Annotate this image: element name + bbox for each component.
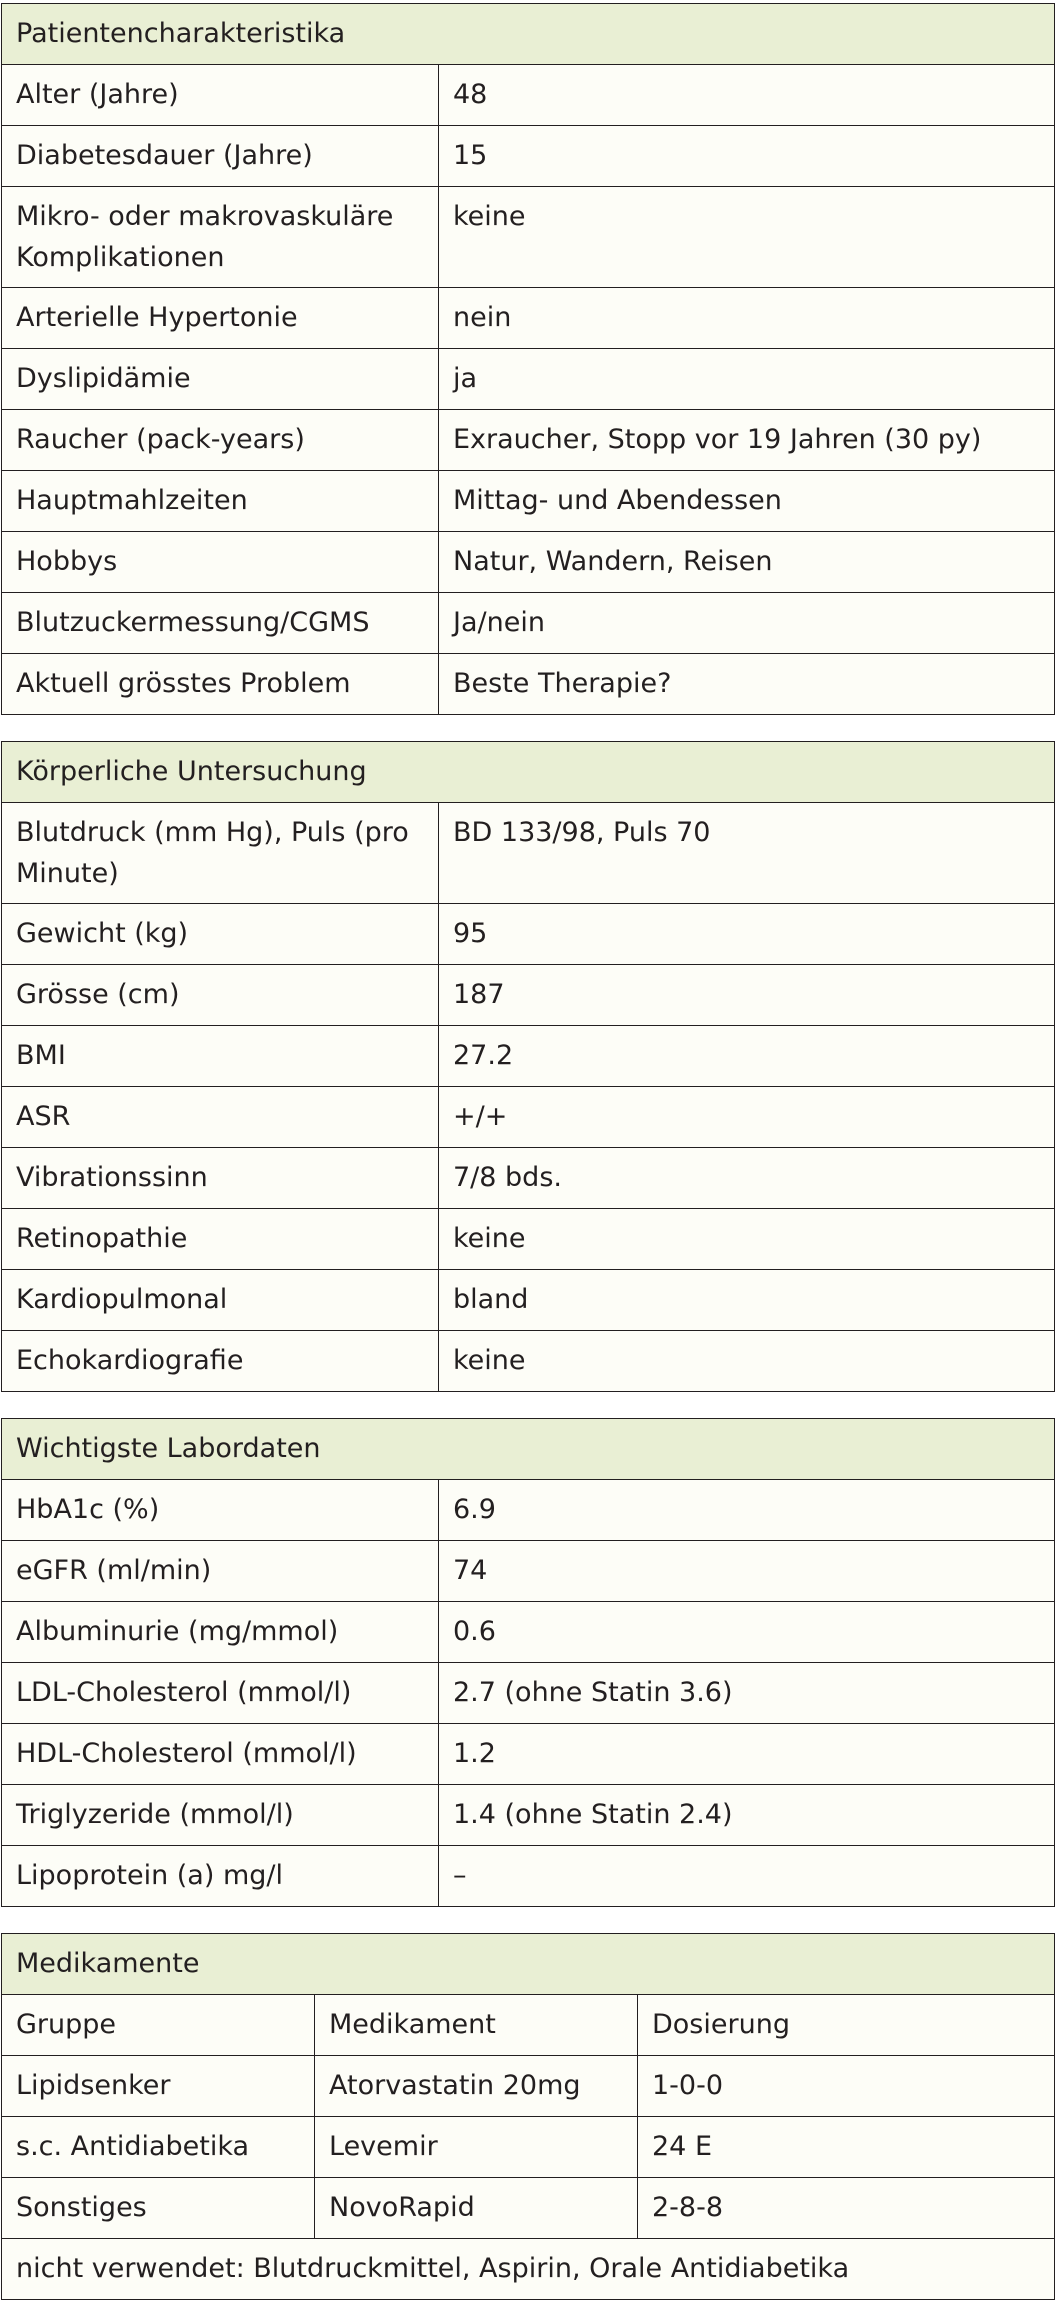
table-row (2, 1209, 1055, 1270)
table-row (2, 2178, 1055, 2239)
row-label: Kardiopulmonal (2, 1270, 439, 1331)
column-header-group: Gruppe (2, 1995, 315, 2056)
table-row (2, 1663, 1055, 1724)
table-row (2, 471, 1055, 532)
row-label: Aktuell grösstes Problem (2, 654, 439, 715)
med-dose: 2-8-8 (638, 2178, 1055, 2239)
table-spacer (1, 1907, 1055, 1933)
table-row (2, 2117, 1055, 2178)
table-row (2, 654, 1055, 715)
med-drug: Atorvastatin 20mg (315, 2056, 638, 2117)
row-label: Triglyzeride (mmol/l) (2, 1785, 439, 1846)
table-row (2, 126, 1055, 187)
row-value: 1.2 (439, 1724, 1055, 1785)
row-label: Vibrationssinn (2, 1148, 439, 1209)
row-value: 187 (439, 965, 1055, 1026)
row-value: 15 (439, 126, 1055, 187)
row-value: keine (439, 187, 1055, 288)
row-label: Alter (Jahre) (2, 65, 439, 126)
table-row (2, 1270, 1055, 1331)
row-label: eGFR (ml/min) (2, 1541, 439, 1602)
lab-table (1, 1418, 1055, 1907)
row-label: HDL-Cholesterol (mmol/l) (2, 1724, 439, 1785)
table-header-row (2, 1934, 1055, 1995)
exam-table-title: Körperliche Untersuchung (2, 742, 1055, 803)
column-header-drug: Medikament (315, 1995, 638, 2056)
row-value: nein (439, 288, 1055, 349)
table-header-row (2, 742, 1055, 803)
table-spacer (1, 1392, 1055, 1418)
row-label: Blutdruck (mm Hg), Puls (pro Minute) (2, 803, 439, 904)
row-value: 2.7 (ohne Statin 3.6) (439, 1663, 1055, 1724)
table-row (2, 904, 1055, 965)
med-drug: Levemir (315, 2117, 638, 2178)
table-spacer (1, 715, 1055, 741)
table-row (2, 1026, 1055, 1087)
table-row (2, 410, 1055, 471)
table-row (2, 1602, 1055, 1663)
row-label: Echokardiografie (2, 1331, 439, 1392)
row-value: Natur, Wandern, Reisen (439, 532, 1055, 593)
row-value: Exraucher, Stopp vor 19 Jahren (30 py) (439, 410, 1055, 471)
row-value: +/+ (439, 1087, 1055, 1148)
row-value: keine (439, 1209, 1055, 1270)
table-row (2, 1148, 1055, 1209)
exam-table (1, 741, 1055, 1392)
table-row (2, 532, 1055, 593)
row-label: Dyslipidämie (2, 349, 439, 410)
row-label: Retinopathie (2, 1209, 439, 1270)
row-value: 6.9 (439, 1480, 1055, 1541)
table-row (2, 1724, 1055, 1785)
med-group: Sonstiges (2, 2178, 315, 2239)
med-group: s.c. Antidiabetika (2, 2117, 315, 2178)
row-label: Blutzuckermessung/CGMS (2, 593, 439, 654)
row-label: Gewicht (kg) (2, 904, 439, 965)
patient-table (1, 3, 1055, 715)
row-value: 27.2 (439, 1026, 1055, 1087)
row-label: HbA1c (%) (2, 1480, 439, 1541)
table-row (2, 349, 1055, 410)
patient-table-title: Patientencharakteristika (2, 4, 1055, 65)
med-drug: NovoRapid (315, 2178, 638, 2239)
row-value: keine (439, 1331, 1055, 1392)
table-row (2, 187, 1055, 288)
row-value: 48 (439, 65, 1055, 126)
row-label: Hauptmahlzeiten (2, 471, 439, 532)
row-value: Mittag- und Abendessen (439, 471, 1055, 532)
row-label: Arterielle Hypertonie (2, 288, 439, 349)
row-value: 74 (439, 1541, 1055, 1602)
row-label: ASR (2, 1087, 439, 1148)
table-row (2, 803, 1055, 904)
row-label: Diabetesdauer (Jahre) (2, 126, 439, 187)
table-header-row (2, 1419, 1055, 1480)
row-label: Grösse (cm) (2, 965, 439, 1026)
med-group: Lipidsenker (2, 2056, 315, 2117)
row-label: Raucher (pack-years) (2, 410, 439, 471)
table-row (2, 1785, 1055, 1846)
row-value: 0.6 (439, 1602, 1055, 1663)
meds-table (1, 1933, 1055, 2300)
table-row (2, 1541, 1055, 1602)
table-row (2, 1480, 1055, 1541)
row-value: 95 (439, 904, 1055, 965)
meds-table-title: Medikamente (2, 1934, 1055, 1995)
table-row (2, 288, 1055, 349)
row-value: BD 133/98, Puls 70 (439, 803, 1055, 904)
table-footer-row (2, 2239, 1055, 2300)
row-label: Mikro- oder makrovaskuläre Komplikationen (2, 187, 439, 288)
med-dose: 1-0-0 (638, 2056, 1055, 2117)
row-label: BMI (2, 1026, 439, 1087)
table-row (2, 965, 1055, 1026)
table-header-row (2, 4, 1055, 65)
row-value: 1.4 (ohne Statin 2.4) (439, 1785, 1055, 1846)
meds-note: nicht verwendet: Blutdruckmittel, Aspirin, Orale Antidiabetika (2, 2239, 1055, 2300)
row-label: Hobbys (2, 532, 439, 593)
table-row (2, 2056, 1055, 2117)
row-value: Beste Therapie? (439, 654, 1055, 715)
table-row (2, 1331, 1055, 1392)
column-header-dose: Dosierung (638, 1995, 1055, 2056)
table-row (2, 1846, 1055, 1907)
row-label: LDL-Cholesterol (mmol/l) (2, 1663, 439, 1724)
med-dose: 24 E (638, 2117, 1055, 2178)
row-label: Albuminurie (mg/mmol) (2, 1602, 439, 1663)
table-row (2, 593, 1055, 654)
row-value: bland (439, 1270, 1055, 1331)
row-value: 7/8 bds. (439, 1148, 1055, 1209)
document (1, 3, 1055, 2300)
lab-table-title: Wichtigste Labordaten (2, 1419, 1055, 1480)
row-value: – (439, 1846, 1055, 1907)
table-column-header-row (2, 1995, 1055, 2056)
row-value: ja (439, 349, 1055, 410)
row-value: Ja/nein (439, 593, 1055, 654)
row-label: Lipoprotein (a) mg/l (2, 1846, 439, 1907)
table-row (2, 65, 1055, 126)
table-row (2, 1087, 1055, 1148)
